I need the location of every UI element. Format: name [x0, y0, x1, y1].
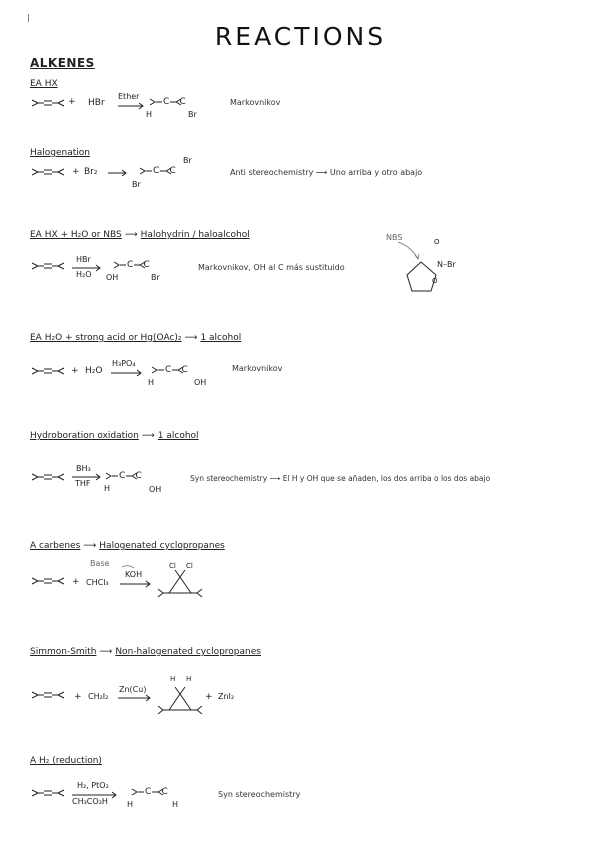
plus-sign: + [72, 167, 80, 177]
section-heading-ea-hx [30, 79, 58, 89]
page-title: REACTIONS [214, 22, 387, 51]
section-heading-halogenation [30, 148, 90, 158]
substituent-right: Br [183, 156, 192, 165]
reagent: Br₂ [84, 167, 98, 177]
section-title: A carbenes [30, 541, 81, 551]
section-subtitle: 1 alcohol [157, 431, 199, 441]
carbon-label: C – C [119, 471, 142, 481]
section-title: EA HX + H₂O or NBS [30, 230, 122, 240]
chapter-heading: ALKENES [30, 56, 95, 70]
arrow-label-above: HBr [76, 255, 91, 264]
section-heading-hydration [30, 333, 241, 343]
reagent: H₂O [85, 366, 103, 376]
carbonyl-oxygen: O [434, 238, 440, 246]
substituent-right: H [172, 800, 179, 809]
reaction-hydroboration [0, 464, 601, 512]
substituent-left: Cl [169, 562, 176, 570]
substituent-left: H [170, 675, 176, 683]
reaction-note: Anti stereochemistry ⟶ Uno arriba y otro abajo [230, 168, 423, 177]
arrow-glyph: ⟶ [99, 647, 113, 657]
arrow-label-above: KOH [125, 570, 143, 579]
substituent-left: OH [106, 273, 119, 282]
nbs-n-br: N–Br [437, 260, 456, 269]
carbon-label: C – C [153, 166, 176, 176]
section-heading-carbenes [30, 541, 225, 551]
substituent-left: H [127, 800, 134, 809]
reagent: CH₂I₂ [88, 692, 109, 701]
section-title: Hydroboration oxidation [30, 431, 139, 441]
section-title: EA HX [30, 79, 58, 89]
arrow-label-above: H₃PO₄ [112, 359, 136, 368]
reaction-note: Syn stereochemistry [218, 790, 301, 799]
section-title: A H₂ (reduction) [30, 756, 102, 766]
carbon-label: C – C [165, 365, 188, 375]
section-title: Simmon-Smith [30, 647, 97, 657]
reagent: CHCl₃ [86, 578, 109, 587]
substituent-right: Br [151, 273, 160, 282]
arrow-label-below: H₂O [76, 270, 92, 279]
reaction-ea-hx [0, 90, 601, 138]
substituent-right: Cl [186, 562, 193, 570]
section-subtitle: Non-halogenated cyclopropanes [115, 647, 261, 657]
arrow-label-above: Ether [118, 92, 140, 101]
base-annotation: Base [90, 559, 110, 568]
substituent-left: H [148, 378, 155, 387]
substituent-right: H [186, 675, 192, 683]
section-heading-hydroboration [30, 431, 199, 441]
reaction-note: Syn stereochemistry ⟶ El H y OH que se añaden, los dos arriba o los dos abajo [190, 474, 491, 483]
section-heading-halohydrin [30, 230, 250, 240]
reaction-note: Markovnikov, OH al C más sustituido [198, 263, 345, 272]
byproduct: ZnI₂ [218, 692, 235, 701]
reagent: HBr [88, 98, 105, 108]
plus-sign: + [205, 692, 213, 702]
plus-sign: + [74, 692, 82, 702]
section-heading-reduction [30, 756, 102, 766]
section-subtitle: Halohydrin / haloalcohol [140, 230, 250, 240]
arrow-glyph: ⟶ [141, 431, 155, 441]
carbon-label: C – C [163, 97, 186, 107]
substituent-left: Br [132, 180, 141, 189]
substituent-right: OH [149, 485, 162, 494]
arrow-label-above: Zn(Cu) [119, 685, 147, 694]
substituent-left: H [146, 110, 153, 119]
reaction-hydration [0, 358, 601, 406]
arrow-glyph: ⟶ [184, 333, 198, 343]
reaction-note: Markovnikov [232, 364, 283, 373]
reaction-halogenation [0, 158, 601, 206]
carbonyl-oxygen: O [432, 277, 438, 285]
arrow-glyph: ⟶ [124, 230, 138, 240]
carbon-label: C – C [145, 787, 168, 797]
arrow-label-above: BH₃ [76, 464, 91, 473]
arrow-label-below: CH₃CO₂H [72, 797, 108, 806]
plus-sign: + [72, 577, 80, 587]
reaction-reduction [0, 780, 601, 828]
substituent-right: Br [188, 110, 197, 119]
section-title: EA H₂O + strong acid or Hg(OAc)₂ [30, 333, 182, 343]
carbon-label: C – C [127, 260, 150, 270]
arrow-glyph: ⟶ [83, 541, 97, 551]
plus-sign: + [68, 97, 76, 107]
reaction-note: Markovnikov [230, 98, 281, 107]
arrow-label-below: THF [75, 479, 91, 488]
section-subtitle: 1 alcohol [200, 333, 242, 343]
nbs-label: NBS [386, 233, 403, 242]
reaction-scheme [0, 158, 601, 206]
reaction-carbenes [0, 558, 601, 606]
substituent-right: OH [194, 378, 207, 387]
section-heading-simmon-smith [30, 647, 261, 657]
section-title: Halogenation [30, 148, 90, 158]
section-subtitle: Halogenated cyclopropanes [99, 541, 225, 551]
plus-sign: + [71, 366, 79, 376]
margin-mark [28, 14, 29, 22]
substituent-left: H [104, 484, 111, 493]
arrow-label-above: H₂, PtO₂ [77, 781, 109, 790]
reaction-simmon-smith [0, 672, 601, 720]
